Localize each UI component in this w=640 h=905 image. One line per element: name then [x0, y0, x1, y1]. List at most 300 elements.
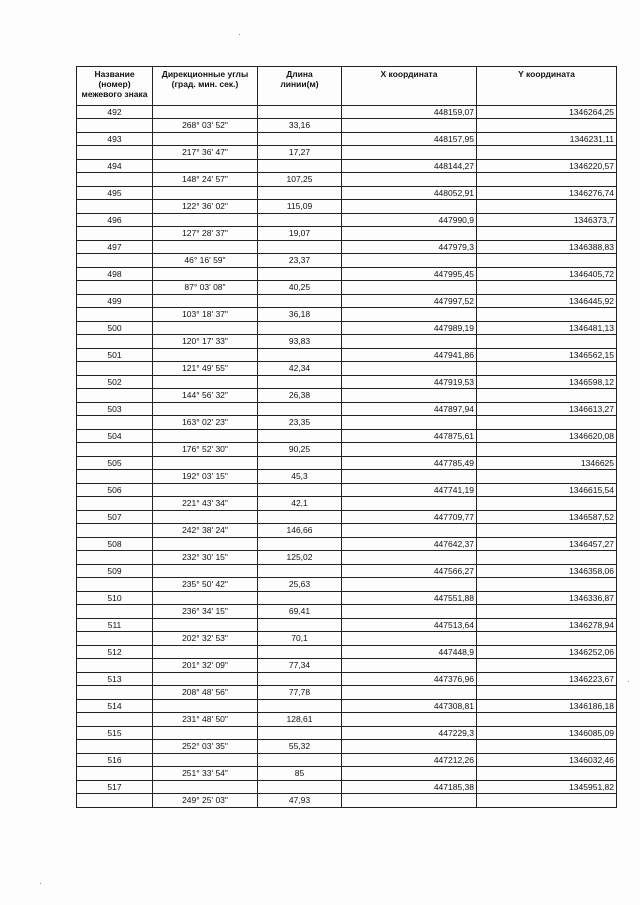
empty-cell — [477, 308, 617, 322]
table-row-point — [77, 349, 617, 362]
empty-cell — [258, 754, 342, 767]
marker-name-cell: 497 — [77, 241, 153, 254]
table-row-point — [77, 673, 617, 686]
x-coordinate-cell: 447990,9 — [342, 214, 477, 227]
empty-cell — [342, 254, 477, 268]
marker-name-cell: 508 — [77, 538, 153, 551]
empty-cell — [77, 119, 153, 133]
header-text: (номер) — [98, 79, 131, 89]
line-length-cell: 17,27 — [258, 146, 342, 160]
empty-cell — [258, 457, 342, 470]
table-row-segment — [77, 200, 617, 214]
empty-cell — [477, 200, 617, 214]
line-length-cell: 69,41 — [258, 605, 342, 619]
empty-cell — [153, 619, 258, 632]
direction-angle-cell: 201° 32' 09" — [153, 659, 258, 673]
x-coordinate-cell: 447185,38 — [342, 781, 477, 794]
empty-cell — [477, 767, 617, 781]
y-coordinate-cell: 1346481,13 — [477, 322, 617, 335]
empty-cell — [258, 106, 342, 119]
table-row-point — [77, 781, 617, 794]
direction-angle-cell: 202° 32' 53" — [153, 632, 258, 646]
marker-name-cell: 500 — [77, 322, 153, 335]
line-length-cell: 23,35 — [258, 416, 342, 430]
line-length-cell: 77,78 — [258, 686, 342, 700]
empty-cell — [477, 632, 617, 646]
empty-cell — [77, 200, 153, 214]
empty-cell — [77, 335, 153, 349]
empty-cell — [477, 335, 617, 349]
empty-cell — [153, 322, 258, 335]
empty-cell — [153, 214, 258, 227]
y-coordinate-cell: 1345951,82 — [477, 781, 617, 794]
empty-cell — [477, 551, 617, 565]
table-row-point — [77, 322, 617, 335]
table-row-segment — [77, 389, 617, 403]
empty-cell — [258, 511, 342, 524]
header-text: Длина — [286, 69, 313, 79]
empty-cell — [477, 740, 617, 754]
header-text: Y координата — [518, 69, 575, 79]
marker-name-cell: 511 — [77, 619, 153, 632]
x-coordinate-cell: 447989,19 — [342, 322, 477, 335]
table-row-segment — [77, 254, 617, 268]
table-row-segment — [77, 281, 617, 295]
empty-cell — [258, 322, 342, 335]
empty-cell — [258, 376, 342, 389]
y-coordinate-cell: 1346457,27 — [477, 538, 617, 551]
table-row-point — [77, 187, 617, 200]
marker-name-cell: 496 — [77, 214, 153, 227]
table-row-segment — [77, 443, 617, 457]
direction-angle-cell: 192° 03' 15" — [153, 470, 258, 484]
direction-angle-cell: 121° 49' 55" — [153, 362, 258, 376]
empty-cell — [342, 470, 477, 484]
line-length-cell: 55,32 — [258, 740, 342, 754]
table-row-segment — [77, 146, 617, 160]
empty-cell — [153, 295, 258, 308]
empty-cell — [258, 619, 342, 632]
table-row-segment — [77, 578, 617, 592]
x-coordinate-cell: 447997,52 — [342, 295, 477, 308]
direction-angle-cell: 122° 36' 02" — [153, 200, 258, 214]
empty-cell — [477, 281, 617, 295]
table-row-point — [77, 538, 617, 551]
marker-name-cell: 516 — [77, 754, 153, 767]
y-coordinate-cell: 1346085,09 — [477, 727, 617, 740]
direction-angle-cell: 127° 28' 37" — [153, 227, 258, 241]
marker-name-cell: 492 — [77, 106, 153, 119]
empty-cell — [77, 632, 153, 646]
line-length-cell: 85 — [258, 767, 342, 781]
y-coordinate-cell: 1346388,83 — [477, 241, 617, 254]
empty-cell — [77, 578, 153, 592]
marker-name-cell: 509 — [77, 565, 153, 578]
empty-cell — [77, 443, 153, 457]
table-row-segment — [77, 227, 617, 241]
empty-cell — [77, 362, 153, 376]
x-coordinate-cell: 447875,61 — [342, 430, 477, 443]
empty-cell — [153, 133, 258, 146]
direction-angle-cell: 163° 02' 23" — [153, 416, 258, 430]
line-length-cell: 77,34 — [258, 659, 342, 673]
table-row-point — [77, 457, 617, 470]
empty-cell — [342, 119, 477, 133]
marker-name-cell: 512 — [77, 646, 153, 659]
y-coordinate-cell: 1346373,7 — [477, 214, 617, 227]
line-length-cell: 45,3 — [258, 470, 342, 484]
empty-cell — [477, 362, 617, 376]
empty-cell — [477, 227, 617, 241]
line-length-cell: 19,07 — [258, 227, 342, 241]
empty-cell — [342, 497, 477, 511]
direction-angle-cell: 249° 25' 03" — [153, 794, 258, 808]
header-text: межевого знака — [81, 89, 148, 99]
empty-cell — [342, 227, 477, 241]
x-coordinate-cell: 447897,94 — [342, 403, 477, 416]
empty-cell — [77, 524, 153, 538]
y-coordinate-cell: 1346587,52 — [477, 511, 617, 524]
empty-cell — [153, 430, 258, 443]
table-row-segment — [77, 713, 617, 727]
empty-cell — [153, 781, 258, 794]
empty-cell — [77, 551, 153, 565]
x-coordinate-cell: 447941,86 — [342, 349, 477, 362]
empty-cell — [153, 403, 258, 416]
table-row-point — [77, 403, 617, 416]
table-row-segment — [77, 524, 617, 538]
line-length-cell: 125,02 — [258, 551, 342, 565]
marker-name-cell: 498 — [77, 268, 153, 281]
empty-cell — [153, 457, 258, 470]
empty-cell — [342, 362, 477, 376]
table-row-point — [77, 511, 617, 524]
table-row-point — [77, 484, 617, 497]
table-row-point — [77, 241, 617, 254]
direction-angle-cell: 236° 34' 15" — [153, 605, 258, 619]
y-coordinate-cell: 1346223,67 — [477, 673, 617, 686]
line-length-cell: 93,83 — [258, 335, 342, 349]
empty-cell — [477, 524, 617, 538]
x-coordinate-cell: 447229,3 — [342, 727, 477, 740]
table-row-point — [77, 565, 617, 578]
empty-cell — [77, 713, 153, 727]
table-row-segment — [77, 362, 617, 376]
x-coordinate-cell: 447709,77 — [342, 511, 477, 524]
direction-angle-cell: 242° 38' 24" — [153, 524, 258, 538]
line-length-cell: 26,38 — [258, 389, 342, 403]
table-row-segment — [77, 416, 617, 430]
table-row-point — [77, 619, 617, 632]
empty-cell — [153, 241, 258, 254]
y-coordinate-cell: 1346278,94 — [477, 619, 617, 632]
empty-cell — [342, 686, 477, 700]
line-length-cell: 146,66 — [258, 524, 342, 538]
empty-cell — [77, 497, 153, 511]
x-coordinate-cell: 448144,27 — [342, 160, 477, 173]
y-coordinate-cell: 1346220,57 — [477, 160, 617, 173]
empty-cell — [477, 119, 617, 133]
y-coordinate-cell: 1346598,12 — [477, 376, 617, 389]
empty-cell — [258, 295, 342, 308]
y-coordinate-cell: 1346445,92 — [477, 295, 617, 308]
y-coordinate-cell: 1346264,25 — [477, 106, 617, 119]
empty-cell — [477, 389, 617, 403]
line-length-cell: 36,18 — [258, 308, 342, 322]
empty-cell — [342, 578, 477, 592]
header-marker-name — [77, 67, 153, 106]
empty-cell — [342, 713, 477, 727]
empty-cell — [77, 173, 153, 187]
empty-cell — [77, 308, 153, 322]
direction-angle-cell: 87° 03' 08" — [153, 281, 258, 295]
table-row-point — [77, 214, 617, 227]
line-length-cell: 40,25 — [258, 281, 342, 295]
empty-cell — [342, 524, 477, 538]
y-coordinate-cell: 1346615,54 — [477, 484, 617, 497]
empty-cell — [258, 349, 342, 362]
table-row-point — [77, 160, 617, 173]
empty-cell — [77, 254, 153, 268]
marker-name-cell: 501 — [77, 349, 153, 362]
direction-angle-cell: 208° 48' 56" — [153, 686, 258, 700]
empty-cell — [77, 740, 153, 754]
empty-cell — [342, 173, 477, 187]
empty-cell — [477, 497, 617, 511]
empty-cell — [258, 133, 342, 146]
table-row-segment — [77, 497, 617, 511]
x-coordinate-cell: 447919,53 — [342, 376, 477, 389]
y-coordinate-cell: 1346625 — [477, 457, 617, 470]
empty-cell — [477, 713, 617, 727]
empty-cell — [477, 578, 617, 592]
x-coordinate-cell: 447448,9 — [342, 646, 477, 659]
header-y-coordinate — [477, 67, 617, 106]
y-coordinate-cell: 1346032,46 — [477, 754, 617, 767]
empty-cell — [153, 376, 258, 389]
direction-angle-cell: 148° 24' 57" — [153, 173, 258, 187]
table-row-segment — [77, 659, 617, 673]
empty-cell — [153, 592, 258, 605]
empty-cell — [77, 605, 153, 619]
empty-cell — [258, 592, 342, 605]
empty-cell — [258, 214, 342, 227]
empty-cell — [153, 727, 258, 740]
empty-cell — [342, 767, 477, 781]
empty-cell — [258, 781, 342, 794]
empty-cell — [258, 538, 342, 551]
empty-cell — [342, 200, 477, 214]
table-row-segment — [77, 686, 617, 700]
marker-name-cell: 495 — [77, 187, 153, 200]
header-text: Дирекционные углы — [161, 69, 249, 79]
coordinates-table — [76, 66, 617, 808]
marker-name-cell: 507 — [77, 511, 153, 524]
marker-name-cell: 493 — [77, 133, 153, 146]
marker-name-cell: 504 — [77, 430, 153, 443]
empty-cell — [342, 335, 477, 349]
empty-cell — [342, 416, 477, 430]
y-coordinate-cell: 1346336,87 — [477, 592, 617, 605]
marker-name-cell: 513 — [77, 673, 153, 686]
empty-cell — [477, 443, 617, 457]
empty-cell — [77, 416, 153, 430]
line-length-cell: 70,1 — [258, 632, 342, 646]
line-length-cell: 128,61 — [258, 713, 342, 727]
empty-cell — [477, 254, 617, 268]
line-length-cell: 42,34 — [258, 362, 342, 376]
empty-cell — [477, 470, 617, 484]
x-coordinate-cell: 447979,3 — [342, 241, 477, 254]
empty-cell — [153, 700, 258, 713]
table-body — [77, 106, 617, 808]
y-coordinate-cell: 1346358,06 — [477, 565, 617, 578]
direction-angle-cell: 144° 56' 32" — [153, 389, 258, 403]
x-coordinate-cell: 447785,49 — [342, 457, 477, 470]
header-x-coordinate — [342, 67, 477, 106]
x-coordinate-cell: 447513,64 — [342, 619, 477, 632]
marker-name-cell: 502 — [77, 376, 153, 389]
y-coordinate-cell: 1346276,74 — [477, 187, 617, 200]
empty-cell — [342, 308, 477, 322]
empty-cell — [258, 727, 342, 740]
empty-cell — [77, 794, 153, 808]
table-row-segment — [77, 794, 617, 808]
empty-cell — [77, 686, 153, 700]
empty-cell — [342, 659, 477, 673]
empty-cell — [77, 470, 153, 484]
x-coordinate-cell: 447376,96 — [342, 673, 477, 686]
empty-cell — [258, 241, 342, 254]
y-coordinate-cell: 1346405,72 — [477, 268, 617, 281]
empty-cell — [258, 673, 342, 686]
header-line-length — [258, 67, 342, 106]
empty-cell — [77, 146, 153, 160]
x-coordinate-cell: 447741,19 — [342, 484, 477, 497]
empty-cell — [153, 646, 258, 659]
table-row-segment — [77, 119, 617, 133]
empty-cell — [153, 106, 258, 119]
table-row-segment — [77, 173, 617, 187]
direction-angle-cell: 251° 33' 54" — [153, 767, 258, 781]
direction-angle-cell: 46° 16' 59" — [153, 254, 258, 268]
x-coordinate-cell: 447995,45 — [342, 268, 477, 281]
empty-cell — [258, 187, 342, 200]
line-length-cell: 107,25 — [258, 173, 342, 187]
y-coordinate-cell: 1346620,08 — [477, 430, 617, 443]
header-text: (град. мин. сек.) — [171, 79, 239, 89]
empty-cell — [153, 187, 258, 200]
header-text: линии(м) — [280, 79, 319, 89]
empty-cell — [342, 632, 477, 646]
empty-cell — [258, 700, 342, 713]
empty-cell — [153, 565, 258, 578]
marker-name-cell: 499 — [77, 295, 153, 308]
line-length-cell: 23,37 — [258, 254, 342, 268]
marker-name-cell: 514 — [77, 700, 153, 713]
line-length-cell: 90,25 — [258, 443, 342, 457]
direction-angle-cell: 268° 03' 52" — [153, 119, 258, 133]
direction-angle-cell: 232° 30' 15" — [153, 551, 258, 565]
header-text: X координата — [380, 69, 438, 79]
direction-angle-cell: 231° 48' 50" — [153, 713, 258, 727]
y-coordinate-cell: 1346562,15 — [477, 349, 617, 362]
empty-cell — [342, 740, 477, 754]
y-coordinate-cell: 1346186,18 — [477, 700, 617, 713]
empty-cell — [258, 160, 342, 173]
x-coordinate-cell: 448157,95 — [342, 133, 477, 146]
line-length-cell: 47,93 — [258, 794, 342, 808]
empty-cell — [342, 389, 477, 403]
empty-cell — [258, 484, 342, 497]
scan-speck — [239, 34, 240, 35]
empty-cell — [153, 160, 258, 173]
table-row-point — [77, 295, 617, 308]
table-row-segment — [77, 632, 617, 646]
empty-cell — [153, 673, 258, 686]
table-row-point — [77, 106, 617, 119]
empty-cell — [342, 443, 477, 457]
line-length-cell: 25,63 — [258, 578, 342, 592]
y-coordinate-cell: 1346252,06 — [477, 646, 617, 659]
empty-cell — [477, 605, 617, 619]
table-row-point — [77, 376, 617, 389]
table-header-row — [77, 67, 617, 106]
line-length-cell: 42,1 — [258, 497, 342, 511]
y-coordinate-cell: 1346613,27 — [477, 403, 617, 416]
empty-cell — [77, 767, 153, 781]
empty-cell — [77, 389, 153, 403]
empty-cell — [258, 268, 342, 281]
x-coordinate-cell: 447551,88 — [342, 592, 477, 605]
x-coordinate-cell: 447212,26 — [342, 754, 477, 767]
table-row-segment — [77, 335, 617, 349]
empty-cell — [342, 551, 477, 565]
empty-cell — [153, 511, 258, 524]
empty-cell — [77, 659, 153, 673]
table-row-point — [77, 268, 617, 281]
table-row-segment — [77, 470, 617, 484]
table-row-segment — [77, 740, 617, 754]
empty-cell — [342, 281, 477, 295]
empty-cell — [258, 565, 342, 578]
table-row-segment — [77, 605, 617, 619]
empty-cell — [477, 146, 617, 160]
empty-cell — [258, 646, 342, 659]
marker-name-cell: 505 — [77, 457, 153, 470]
empty-cell — [477, 794, 617, 808]
y-coordinate-cell: 1346231,11 — [477, 133, 617, 146]
direction-angle-cell: 221° 43' 34" — [153, 497, 258, 511]
header-text: Название — [94, 69, 135, 79]
empty-cell — [153, 349, 258, 362]
x-coordinate-cell: 448159,07 — [342, 106, 477, 119]
empty-cell — [477, 416, 617, 430]
line-length-cell: 115,09 — [258, 200, 342, 214]
table-row-point — [77, 646, 617, 659]
empty-cell — [342, 146, 477, 160]
empty-cell — [77, 227, 153, 241]
empty-cell — [342, 605, 477, 619]
empty-cell — [153, 268, 258, 281]
empty-cell — [477, 659, 617, 673]
table-row-point — [77, 700, 617, 713]
marker-name-cell: 503 — [77, 403, 153, 416]
direction-angle-cell: 103° 18' 37" — [153, 308, 258, 322]
empty-cell — [258, 403, 342, 416]
empty-cell — [258, 430, 342, 443]
direction-angle-cell: 235° 50' 42" — [153, 578, 258, 592]
